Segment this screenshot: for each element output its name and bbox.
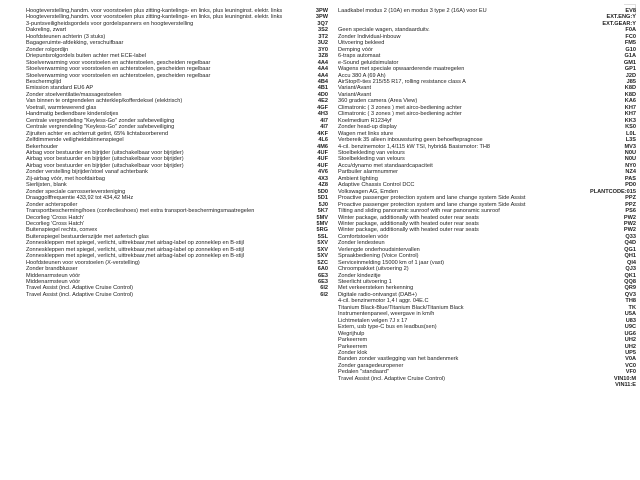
option-description: Geen speciale wagen, standaarduitv. [338, 27, 430, 34]
option-code: MV3 [624, 143, 636, 150]
option-description: Dakreling, zwart [26, 27, 67, 34]
option-code: 5XV [317, 246, 328, 253]
option-description: Variant/Avant [338, 91, 372, 98]
option-code: KH7 [624, 111, 636, 118]
option-code: 4UF [317, 162, 328, 169]
option-description: Van binnen te ontgrendelen achterklep/kofferdeksel (elektrisch) [26, 98, 183, 105]
option-description: Decorlieg 'Cross Hatch' [26, 214, 85, 221]
option-description: Travel Assist (incl. Adaptive Cruise Control) [26, 291, 134, 298]
option-description: Wagens met speciale opwaarderende maatregelen [338, 66, 465, 73]
option-code: KK3 [624, 117, 636, 124]
option-code: 5D0 [317, 188, 328, 195]
option-description: Zonneskleppen met spiegel, verlicht, uittrekbaar,met airbag-label op zonneklep en B-stijl [26, 253, 244, 260]
option-description: Zonder brandblusser [26, 266, 78, 273]
option-description: Zijruiten achter en achterruit getint, 65% lichtabsorberend [26, 130, 169, 137]
option-code: 6I2 [320, 291, 328, 298]
option-code: L0L [626, 130, 636, 137]
option-description: 6-traps automaat [338, 53, 381, 60]
option-description: Banden zonder vastlegging van het bandenmerk [338, 356, 459, 363]
option-description: Stoelbekleding van velours [338, 149, 405, 156]
option-description: Emission standard EU6 AP [26, 85, 94, 92]
option-description: Met verkeersteken herkenning [338, 285, 414, 292]
option-code: 4L6 [318, 137, 328, 144]
option-description: Stoelverwarming voor voorstoelen en achterstoelen, gescheiden regelbaar [26, 72, 211, 79]
option-description: Zelfdimmende veiligheidsbinnenspiegel [26, 137, 124, 144]
option-code: 4I7 [320, 117, 328, 124]
option-description: Winter package, additionally with heated outer rear seats [338, 220, 479, 227]
option-description: Winter package, additionally with heated outer rear seats [338, 227, 479, 234]
option-description: Decorlieg 'Cross Hatch' [26, 220, 85, 227]
option-description: Parkeerrem [338, 343, 368, 350]
option-code: 5ZC [317, 259, 328, 266]
option-code: 3Q7 [317, 20, 328, 27]
option-code: QK1 [624, 272, 636, 279]
option-code: QJ3 [625, 266, 636, 273]
option-code: KA6 [624, 98, 636, 105]
option-description: Zonder garagedeuropener [338, 362, 404, 369]
option-description: 4-cil. benzinemotor 1,4/115 kW TSI, hybrid& Basismotor: TH8 [338, 143, 491, 150]
option-code: VC0 [625, 362, 636, 369]
option-code: 4E2 [318, 98, 328, 105]
option-code: 5K7 [317, 208, 328, 215]
option-description: Voetrail, warmtewerend glas [26, 104, 97, 111]
option-description: Travel Assist (incl. Adaptive Cruise Control) [26, 285, 134, 292]
option-description: Airbag voor bestuurder en bijrijder (uitschakelbaar voor bijrijder) [26, 162, 184, 169]
option-code: U9C [624, 324, 636, 331]
option-description: Bagageruimte-afdekking, verschuifbaar [26, 40, 124, 47]
option-description: Chroompakket (uitvoering 2) [338, 266, 409, 273]
option-code: G1A [624, 53, 636, 60]
option-description: Climatronic ( 3 zones ) met airco-bediening achter [338, 111, 462, 118]
option-description: Steerlicht uitvoering 1 [338, 279, 392, 286]
option-code: 5MV [316, 214, 328, 221]
option-description: Stoelbekleding van velours [338, 156, 405, 163]
option-description: Koelmedium R1234yf [338, 117, 392, 124]
option-code: PPZ [625, 195, 636, 202]
option-description: Verlengde onderhoudsintervallen [338, 246, 420, 253]
option-description: Zonneskleppen met spiegel, verlicht, uittrekbaar,met airbag-label op zonneklep en B-stijl [26, 246, 244, 253]
option-code: 3PW [315, 14, 328, 21]
option-code: F0A [625, 27, 636, 34]
option-code: QI4 [626, 259, 636, 266]
option-code: J85 [626, 78, 636, 85]
left-options-column [26, 8, 328, 298]
option-description: AirStop®-ties 215/55 R17, rolling resistance class A [338, 78, 466, 85]
option-code: 4A4 [317, 72, 328, 79]
option-description: Beschermglijd [26, 78, 62, 85]
option-description: Proactive passenger protection system and lane change system Side Assist [338, 195, 526, 202]
option-description: Centrale vergrendeling "Keyless-Go" zonder safebeveiliging [26, 117, 175, 124]
option-description: Transportbescherming/hoes (confectieshoes) met extra transport-beschermingsmaatregelen [26, 208, 255, 215]
option-code: 5XV [317, 253, 328, 260]
option-description: Serviceinmelding 15000 km of 1 jaar (vast) [338, 259, 445, 266]
option-description: Zonder achterspoiler [26, 201, 78, 208]
option-description: Wegrijhulp [338, 330, 365, 337]
option-code: QR9 [624, 285, 636, 292]
option-description: Zonder lendesteun [338, 240, 385, 247]
option-code: TH8 [625, 298, 636, 305]
option-code: QQ8 [624, 279, 636, 286]
option-description: e-Sound geluidsimulator [338, 59, 399, 66]
option-description: Zonder Individual-inbouw [338, 33, 401, 40]
option-description: 3-puntsveiligheidsgordels voor gordelspanners en hoogteverstelling [26, 20, 194, 27]
option-code: U83 [625, 317, 636, 324]
option-code: EXT.GEAR:Y [602, 20, 636, 27]
option-description: Volkswagen AG, Emden [338, 188, 399, 195]
option-description: Hoogteverstelling,handm. voor voorstoelen plus zitting-kantelings- en links, plus leuninginst. elektr. links [26, 8, 283, 14]
option-description: 4-cil. benzinemotor 1,4 l aggr. 04E.C [338, 298, 429, 305]
option-code: QH1 [624, 253, 636, 260]
option-description: Adaptive Chassis Control DCC [338, 182, 415, 189]
option-description: Hoofdsteunen voor voorstoelen (X-verstelling) [26, 259, 140, 266]
option-code: 4D0 [317, 91, 328, 98]
option-code: J2D [625, 72, 636, 79]
option-code: PLANTCODE:015 [589, 188, 636, 195]
option-code: 3T2 [318, 33, 328, 40]
option-description: Zonder stoelventilatie/massagestoelen [26, 91, 122, 98]
option-description: Middenarmsteun vóór [26, 279, 81, 286]
option-code: Q33 [625, 233, 636, 240]
option-description: Digitale radio-ontvangst (DAB+) [338, 291, 417, 298]
option-code: EV8 [625, 8, 636, 14]
option-description: Driepuntsrolgordels buiten achter met ECE-label [26, 53, 147, 60]
option-code: 3U2 [317, 40, 328, 47]
option-code: EXT.ENG:Y [606, 14, 636, 21]
option-code: L3S [625, 137, 636, 144]
option-description: Proactive passenger protection system and lane change system Side Assist [338, 201, 526, 208]
option-row [338, 382, 636, 388]
option-description: Uitvoering bekleed [338, 40, 385, 47]
option-description: Tilting and sliding panoramic sunroof with rear panoramic sunroof [338, 208, 500, 215]
option-code: 6E3 [318, 272, 328, 279]
option-description: Draaggolffrequentie 433,92 tot 434,42 MHz [26, 195, 134, 202]
option-code: NZ4 [625, 169, 636, 176]
option-code: PW2 [623, 227, 636, 234]
option-code: 5D1 [317, 195, 328, 202]
option-description: Accu 380 A (69 Ah) [338, 72, 386, 79]
option-description: Middenarmsteun vóór [26, 272, 81, 279]
option-description: Hoofdsteunen achterin (3 stuks) [26, 33, 106, 40]
option-description: Hoogteverstelling,handm. voor voorstoelen plus zitting-kantelings- en links, plus leuningnist. elektr. links [26, 14, 283, 21]
option-description: Parkeerrem [338, 337, 368, 344]
option-description: Demping vóór [338, 46, 373, 53]
option-description: Laadkabel modus 2 (10A) en modus 3 type 2 (16A) voor EU [338, 8, 487, 14]
option-description: Handmatig bediendbare kinderslotjes [26, 111, 119, 118]
option-description: Comfortstoelen vóór [338, 233, 389, 240]
option-description: Airbag voor bestuurder en bijrijder (uitschakelbaar voor bijrijder) [26, 156, 184, 163]
option-code: 4V6 [318, 169, 328, 176]
option-code: PPZ [625, 201, 636, 208]
option-description: 360 graden camera (Area View) [338, 98, 418, 105]
option-code: UH2 [624, 343, 636, 350]
option-description: Stoelverwarming voor voorstoelen en achterstoelen, gescheiden regelbaar [26, 59, 211, 66]
option-code: N0U [624, 149, 636, 156]
option-row [26, 292, 328, 298]
option-code: 4A4 [317, 66, 328, 73]
option-description: Buitenspiegel bestuurderszijde met asferisch glas [26, 233, 149, 240]
option-code: 4Z8 [318, 182, 328, 189]
option-code: 4I7 [320, 124, 328, 131]
option-code: 5XV [317, 240, 328, 247]
option-description: Spraakbediening (Voice Control) [338, 253, 419, 260]
option-description: Instrumentenpaneel, weergave in km/h [338, 311, 435, 318]
option-code: 5SL [317, 233, 328, 240]
option-description: Extern, usb type-C bus en leadbus(sen) [338, 324, 437, 331]
option-description: Titanium Black-Blue/Titanium Black/Titanium Black [338, 304, 464, 311]
option-code: 3PW [315, 8, 328, 14]
option-code: 4UF [317, 149, 328, 156]
option-code: 4X3 [318, 175, 328, 182]
option-description: Verbereik 35 alleen inbouwsturing geen behoeftepragnose [338, 137, 483, 144]
option-code: 6A0 [317, 266, 328, 273]
option-code: 3Z8 [318, 53, 328, 60]
option-code: K8D [624, 91, 636, 98]
option-code: PS6 [625, 208, 636, 215]
option-code: 4H3 [317, 111, 328, 118]
option-description: Lichtmetalen velgen 7J x 17 [338, 317, 408, 324]
option-description: Partbuiler alarmnummer [338, 169, 398, 176]
option-description: Sierlijsten, blank [26, 182, 67, 189]
option-description: Accu/dynamo met standaardcapaciteit [338, 162, 433, 169]
option-code: 4B4 [317, 78, 328, 85]
option-description: Pedalen "standaard" [338, 369, 389, 376]
option-code: GM1 [623, 59, 636, 66]
option-code: 6I2 [320, 285, 328, 292]
option-code: GP1 [624, 66, 636, 73]
option-description: Zonder verstelling bijrijder/stoel vanaf achterbank [26, 169, 148, 176]
option-code: QG1 [624, 246, 636, 253]
option-code: 6E3 [318, 279, 328, 286]
option-description: Winter package, additionally with heated outer rear seats [338, 214, 479, 221]
option-code: PW2 [623, 214, 636, 221]
option-code: VF0 [625, 369, 636, 376]
option-description: Zij-airbag vóór, met hoofdairbag [26, 175, 105, 182]
option-description: Travel Assist (incl. Adaptive Cruise Control) [338, 375, 446, 382]
option-code: FC0 [625, 33, 636, 40]
option-code: 5MV [316, 220, 328, 227]
option-code: 5RG [316, 227, 328, 234]
option-code: VIN11:E [615, 382, 636, 389]
option-code: 4KF [317, 130, 328, 137]
option-code: N0U [624, 156, 636, 163]
option-description: Buitenspiegel rechts, convex [26, 227, 98, 234]
option-description: Climatronic ( 3 zones ) met airco-bediening achter [338, 104, 462, 111]
option-code: G10 [625, 46, 636, 53]
option-description: Stoelverwarming voor voorstoelen en achterstoelen, gescheiden regelbaar [26, 66, 211, 73]
option-code: PW2 [623, 220, 636, 227]
option-code: 3S2 [318, 27, 328, 34]
option-code: 4M6 [317, 143, 328, 150]
option-description: Bekerhouder [26, 143, 59, 150]
option-description: Zonder speciale carrosserieversteniging [26, 188, 126, 195]
option-description: Variant/Avant [338, 85, 372, 92]
option-code: TK [628, 304, 636, 311]
right-options-column [338, 8, 636, 389]
option-code: NY0 [625, 162, 636, 169]
option-code: PAS [624, 175, 636, 182]
option-description: Centrale vergrendeling "Keyless-Go" zonder safebeveiliging [26, 124, 175, 131]
option-code: 5J0 [318, 201, 328, 208]
option-code: V0A [625, 356, 636, 363]
option-code: 4A4 [317, 59, 328, 66]
option-code: Q4D [624, 240, 636, 247]
option-code: UP5 [625, 350, 636, 357]
option-code: U5A [624, 311, 636, 318]
option-code: UH2 [624, 337, 636, 344]
option-code: 3Y0 [318, 46, 328, 53]
option-code: VIN10:M [613, 375, 636, 382]
option-description: Zonder klok [338, 350, 368, 357]
option-description: Airbag voor bestuurder en bijrijder (uitschakelbaar voor bijrijder) [26, 149, 184, 156]
option-code: K8D [624, 85, 636, 92]
option-code: 4GF [317, 104, 328, 111]
option-code: 4B1 [317, 85, 328, 92]
option-description: Zonneskleppen met spiegel, verlicht, uittrekbaar,met airbag-label op zonneklep en B-stijl [26, 240, 244, 247]
option-description: Zonder head-up display [338, 124, 397, 131]
option-code: KH7 [624, 104, 636, 111]
option-code: PD0 [625, 182, 636, 189]
option-description: Zonder kindezitje [338, 272, 381, 279]
option-description: Zonder rolgordijn [26, 46, 69, 53]
option-code: UG6 [624, 330, 636, 337]
option-description: Wagen met links sture [338, 130, 394, 137]
option-code: QV3 [624, 291, 636, 298]
option-code: 4UF [317, 156, 328, 163]
option-description: Ambient lighting [338, 175, 378, 182]
option-code: FM5 [624, 40, 636, 47]
option-code: KS0 [625, 124, 636, 131]
